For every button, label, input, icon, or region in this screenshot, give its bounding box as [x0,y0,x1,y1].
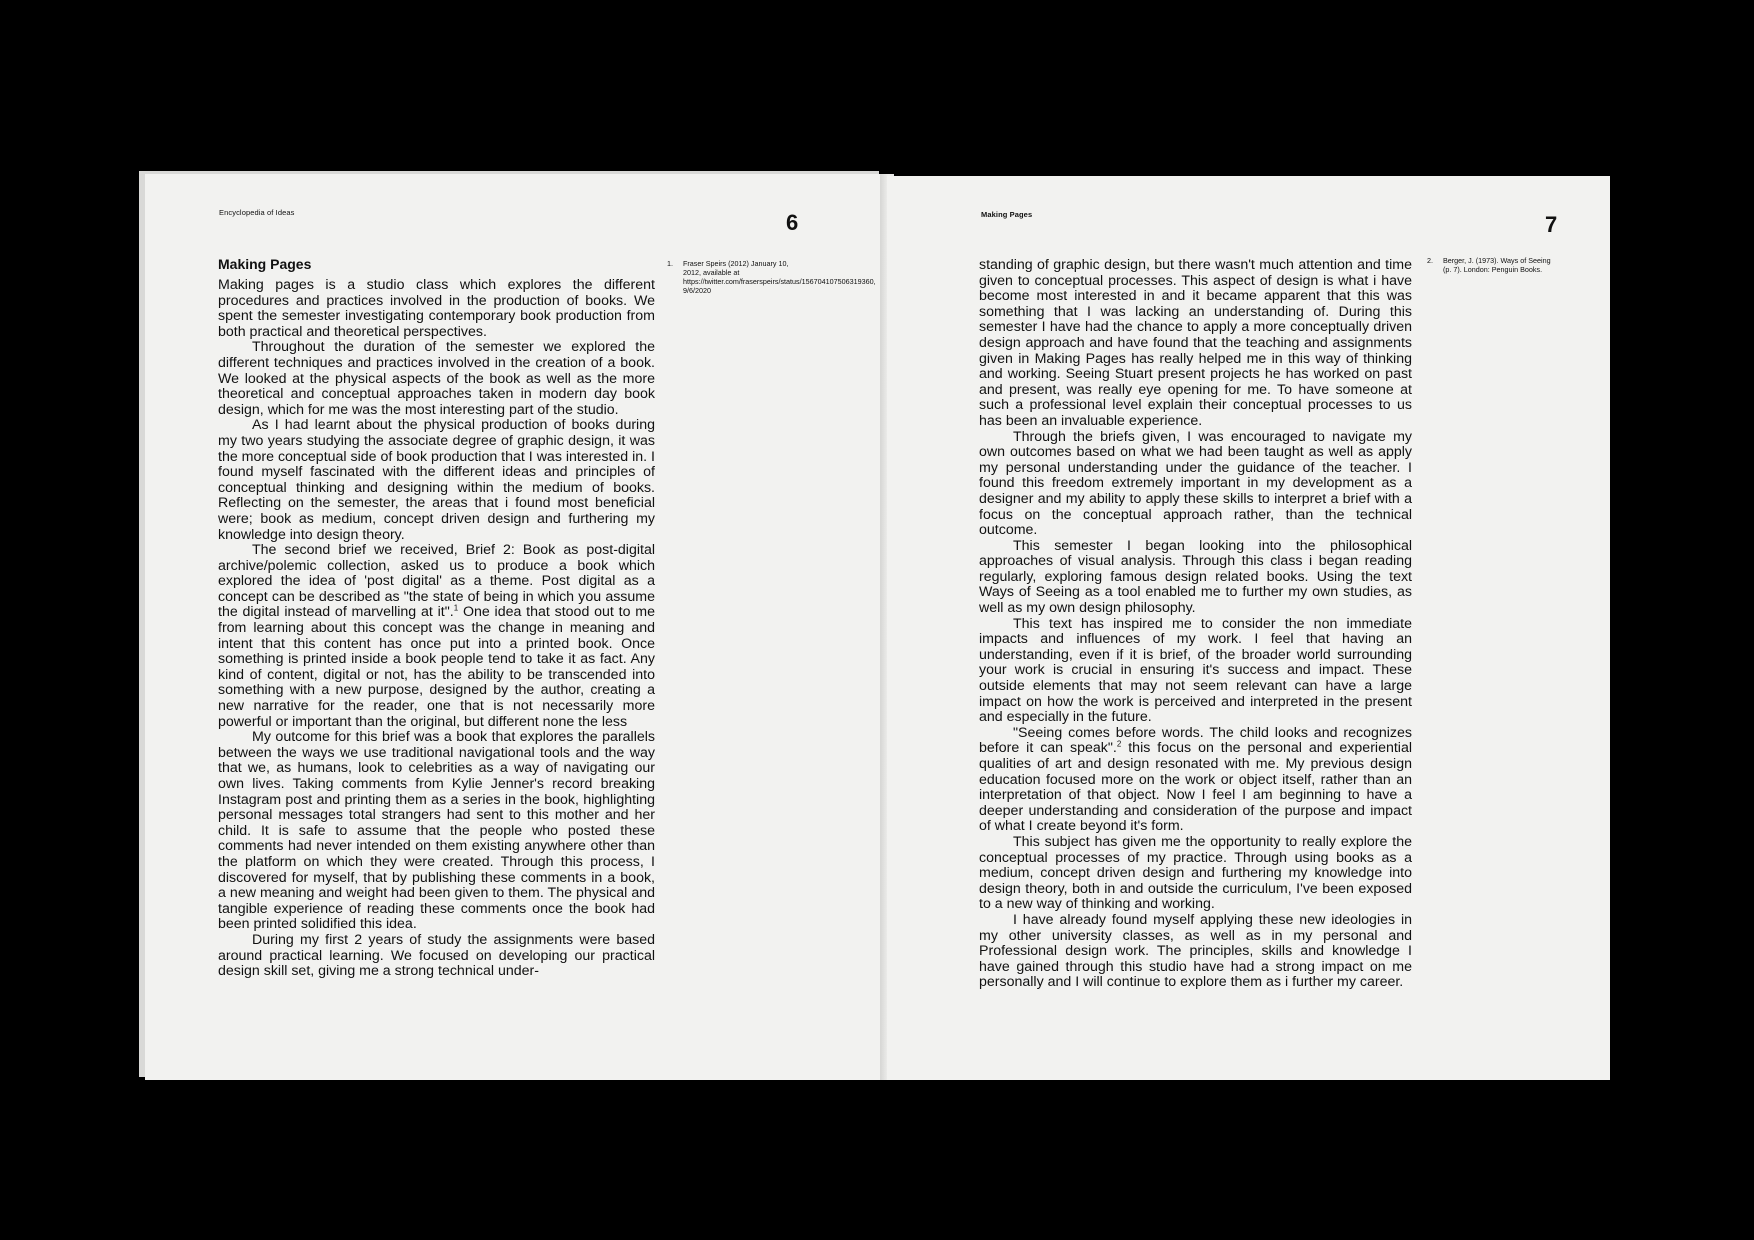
paragraph: This text has inspired me to consider the non immediate impacts and influences of my work. I feel that having an understanding, even if it is brief, of the broader world surrounding your work is crucial in ensuring it's success and impact. These outside elements that may not seem relevant can have a large impact on how the work is perceived and interpreted in the present and especially in the future. [979,615,1412,726]
paragraph: During my first 2 years of study the assignments were based around practical learning. We focused on developing our practical design skill set, giving me a strong technical under- [218,931,655,980]
footnote-marker: 2 [1116,739,1122,749]
paragraph: As I had learnt about the physical production of books during my two years studying the associate degree of graphic design, it was the more conceptual side of book production that I was interested in. I found myself fascinated with the different ideas and principles of conceptual thinking and designing within the medium of books. Reflecting on the semester, the areas that i found most beneficial were; book as medium, concept driven design and furthering my knowledge into design theory. [218,417,655,543]
footnote [667,259,876,295]
paragraph [218,543,655,730]
footnote-text: Fraser Speirs (2012) January 10, 2012, available at https://twitter.com/fraserspeirs/status/156704107506319360, 9/6/2020 [683,259,876,295]
paragraph: My outcome for this brief was a book that explores the parallels between the ways we use traditional navigational tools and the way that we, as humans, look to celebrities as a way of navigating our own lives. Taking comments from Kylie Jenner's record breaking Instagram post and printing them as a series in the book, highlighting personal messages total strangers had sent to this mother and her child. It is safe to assume that the people who posted these comments had never intended on them existing anywhere other than the platform on which they were created. Through this process, I discovered for myself, that by publishing these comments in a book, a new meaning and weight had been given to them. The physical and tangible experience of reading these comments once the book had been printed solidified this idea. [218,729,655,933]
paragraph [979,726,1412,835]
paragraph: Making pages is a studio class which explores the different procedures and practices involved in the production of books. We spent the semester investigating contemporary book production from both practical and theoretical perspectives. [218,277,655,340]
page-number: 7 [1545,212,1558,237]
paragraph: This semester I began looking into the philosophical approaches of visual analysis. Through this class i began reading regularly, exploring famous design related books. Using the text Ways of Seeing as a tool enabled me to further my own studies, as well as my own design philosophy. [979,537,1412,617]
paragraph: standing of graphic design, but there wasn't much attention and time given to conceptual processes. This aspect of design is what i have become most interested in and it became apparent that this was something that I was lacking an understanding of. During this semester I have had the chance to apply a more conceptually driven design approach and have found that the teaching and assignments given in Making Pages has really helped me in this way of thinking and working. Seeing Stuart present projects he has worked on past and present, was really eye opening for me. To have someone at such a professional level explain their conceptual processes to us has been an invaluable experience. [979,257,1412,429]
left-page [145,174,885,1080]
footnote-text: Berger, J. (1973). Ways of Seeing (p. 7). London: Penguin Books. [1443,256,1551,274]
right-page [887,176,1610,1080]
paragraph-text: One idea that stood out to me from learning about this concept was the change in meaning and intent that this content has once put into a printed book. Once something is printed inside a book people tend to take it as fact. Any kind of content, digital or not, has the ability to be transcended into something with a new purpose, designed by the author, creating a new narrative for the reader, one that is not necessarily more powerful or important than the original, but different none the less [218,604,655,730]
paragraph-text: this focus on the personal and experiential qualities of art and design resonated with me. My previous design education focused more on the work or object itself, rather than an interpretation of that object. Now I feel I am beginning to have a deeper understanding and consideration of the purpose and impact of what I create beyond it's form. [979,740,1412,835]
paragraph: Throughout the duration of the semester we explored the different techniques and practices involved in the creation of a book. We looked at the physical aspects of the book as well as the more theoretical and conceptual approaches taken in modern day book design, which for me was the most interesting part of the studio. [218,339,655,418]
footnote-marker: 1 [453,603,459,613]
footnote-number: 2. [1427,256,1433,265]
footnote [1427,256,1559,274]
paragraph: This subject has given me the opportunity to really explore the conceptual processes of my practice. Through using books as a medium, concept driven design and furthering my knowledge into design theory, both in and outside the curriculum, I've been exposed to a new way of thinking and working. [979,833,1412,913]
paragraph: Through the briefs given, I was encouraged to navigate my own outcomes based on what we had been taught as well as apply my personal understanding under the guidance of the teacher. I found this freedom extremely important in my development as a designer and my ability to apply these skills to interpret a brief with a focus on the conceptual approach rather, than the technical outcome. [979,428,1412,539]
running-head: Making Pages [981,210,1033,219]
footnote-number: 1. [667,259,673,268]
paragraph-text: "Seeing comes before words. The child looks and recognizes before it can speak". [979,724,1412,757]
paragraph-text: The second brief we received, Brief 2: Book as post-digital archive/polemic collection, asked us to produce a book which explored the idea of 'post digital' as a theme. Post digital as a concept can be described as "the state of being in which you assume the digital instead of marvelling at it". [218,542,655,621]
paragraph: I have already found myself applying these new ideologies in my other university classes, as well as in my personal and Professional design work. The principles, skills and knowledge I have gained through this studio have had a strong impact on me personally and I will continue to explore them as i further my career. [979,911,1412,991]
body-text [979,258,1412,991]
page-number: 6 [786,210,799,235]
body-text [218,278,655,980]
section-heading: Making Pages [218,256,312,272]
running-head: Encyclopedia of Ideas [219,208,295,217]
